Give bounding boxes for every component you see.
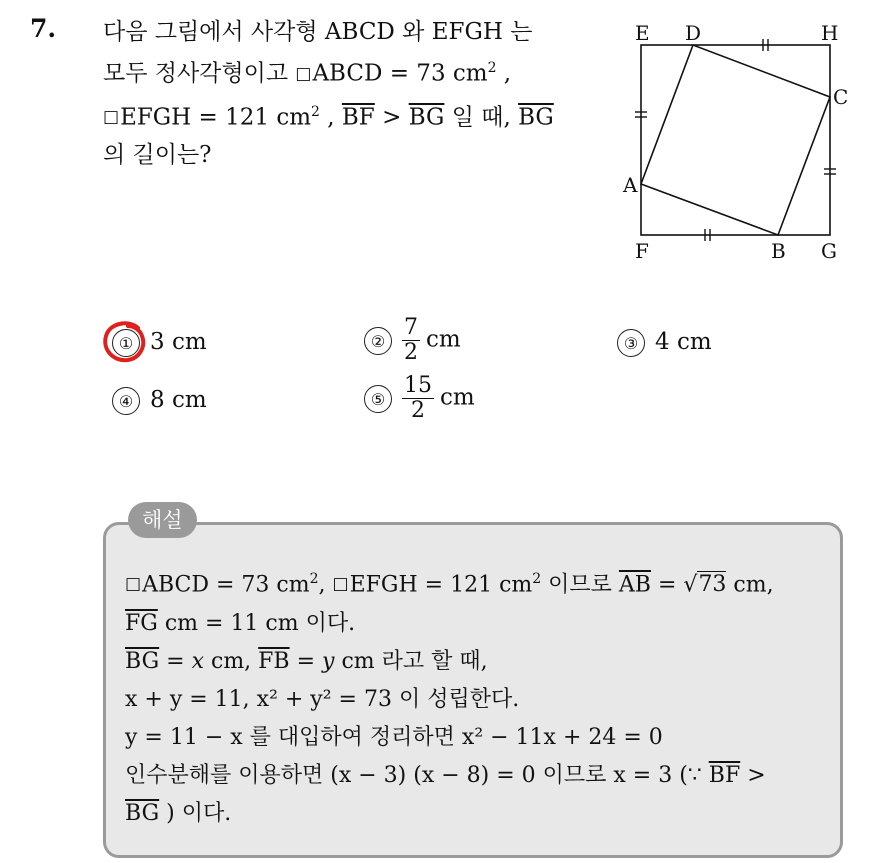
option-5-unit: cm: [440, 384, 475, 411]
label-h: H: [821, 21, 839, 45]
sol-l7-end: ) 이다.: [159, 801, 232, 827]
var-y: y: [322, 649, 335, 675]
solution-line-5: y = 11 − x 를 대입하여 정리하면 x² − 11x + 24 = 0: [125, 725, 663, 751]
segment-bf: $\overline{BF}$: [341, 104, 375, 131]
sol-l1-end: cm,: [726, 572, 774, 598]
square-symbol: □: [295, 63, 312, 84]
area-abcd: ABCD = 73 cm: [312, 60, 488, 87]
label-b: B: [771, 239, 786, 263]
solution-line-1: [125, 560, 835, 605]
option-2-denominator: 2: [404, 340, 418, 365]
option-5-fraction: [402, 374, 434, 423]
label-g: G: [821, 239, 837, 263]
option-2-unit: cm: [426, 326, 461, 353]
sol-sep: ,: [318, 572, 333, 598]
square-symbol: □: [125, 574, 142, 595]
option-3-text: 4 cm: [655, 329, 712, 355]
outer-square-efgh: [641, 45, 830, 235]
sol-area-abcd: ABCD = 73 cm: [142, 572, 310, 598]
option-5[interactable]: [364, 374, 475, 423]
segment-bg-ask: $\overline{BG}$: [518, 104, 554, 131]
square-symbol: □: [332, 574, 349, 595]
label-c: C: [833, 85, 849, 109]
segment-fg: $\overline{FG}$: [125, 611, 158, 637]
question-line-1: 다음 그림에서 사각형 ABCD 와 EFGH 는: [103, 19, 533, 45]
superscript-2: 2: [532, 571, 542, 587]
question-line-3: [103, 94, 603, 138]
superscript-2: 2: [309, 571, 319, 587]
sol-l3-end: cm 라고 할 때,: [334, 649, 488, 675]
sol-l6-text: 인수분해를 이용하면 (x − 3) (x − 8) = 0 이므로 x = 3 (∵: [125, 763, 709, 789]
sol-l3-eq1: =: [159, 649, 192, 675]
option-1-number: ①: [112, 329, 140, 357]
label-f: F: [635, 239, 649, 263]
var-x: x: [191, 649, 204, 675]
sol-l2-text: cm = 11 cm 이다.: [157, 611, 356, 637]
question-text: [103, 14, 603, 173]
solution-line-3: [125, 643, 835, 681]
square-symbol: □: [103, 107, 120, 128]
label-e: E: [635, 21, 650, 45]
option-3-number: ③: [617, 329, 645, 357]
area-efgh: EFGH = 121 cm: [120, 104, 312, 131]
segment-fb: $\overline{FB}$: [258, 649, 290, 675]
square-figure: [605, 20, 865, 270]
greater-than: >: [374, 104, 409, 131]
option-5-number: ⑤: [364, 385, 392, 413]
superscript-2: 2: [487, 60, 497, 76]
label-d: D: [685, 21, 702, 45]
option-4-number: ④: [112, 387, 140, 415]
option-2-number: ②: [364, 327, 392, 355]
sol-l1-eq: = √: [650, 572, 698, 598]
question-line-2-text: 모두 정사각형이고: [103, 60, 296, 87]
sol-l1-mid: 이므로: [541, 572, 619, 598]
question-line-3-mid: 일 때,: [444, 104, 519, 131]
sol-area-efgh: EFGH = 121 cm: [349, 572, 533, 598]
segment-bf-sol: $\overline{BF}$: [708, 763, 741, 789]
question-line-2: [103, 50, 603, 94]
segment-bg-sol-2: $\overline{BG}$: [125, 801, 160, 827]
solution-line-2: [125, 605, 835, 643]
question-line-2-comma: ,: [496, 60, 512, 87]
option-3[interactable]: [617, 329, 712, 357]
option-1[interactable]: [112, 329, 207, 357]
superscript-2: 2: [311, 103, 320, 120]
question-number: 7.: [30, 14, 57, 43]
option-2-numerator: 7: [404, 315, 418, 340]
tick-marks: [635, 39, 836, 241]
question-line-4: 의 길이는?: [103, 142, 212, 169]
segment-ab: $\overline{AB}$: [618, 572, 651, 598]
sol-l6-gt: >: [740, 763, 766, 789]
option-2[interactable]: [364, 316, 461, 365]
solution-line-7: [125, 795, 835, 833]
segment-bg-sol: $\overline{BG}$: [125, 649, 160, 675]
solution-text: [125, 560, 835, 833]
solution-line-4: x + y = 11, x² + y² = 73 이 성립한다.: [125, 687, 520, 713]
option-4-text: 8 cm: [150, 387, 207, 413]
option-5-denominator: 2: [411, 398, 425, 423]
option-4[interactable]: [112, 387, 207, 415]
inner-square-abcd: [641, 45, 830, 235]
label-a: A: [623, 173, 638, 197]
solution-line-6: [125, 757, 835, 795]
question-line-3-sep: ,: [319, 104, 342, 131]
option-2-fraction: [402, 316, 420, 365]
solution-tag: 해설: [128, 502, 197, 538]
segment-bg: $\overline{BG}$: [408, 104, 445, 131]
option-5-numerator: 15: [404, 373, 432, 398]
option-1-text: 3 cm: [150, 329, 207, 355]
sol-l3-eq2: =: [289, 649, 323, 675]
radicand: 73: [698, 572, 727, 598]
sol-l3-unit1: cm,: [204, 649, 259, 675]
